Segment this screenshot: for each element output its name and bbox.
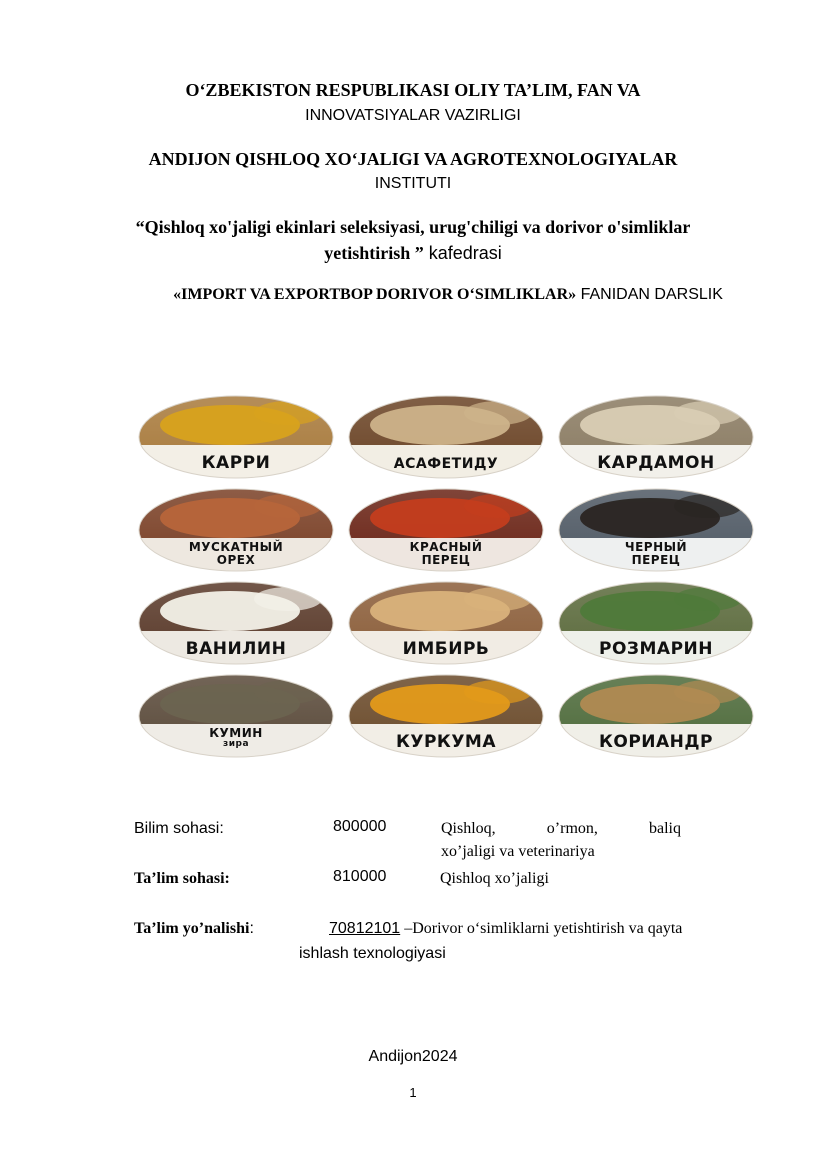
- spice-tile: [138, 488, 334, 572]
- spice-sublabel: ПЕРЕЦ: [421, 553, 471, 567]
- yonalish-value-line2: ishlash texnologiyasi: [299, 945, 446, 962]
- spice-tile: [138, 674, 334, 758]
- spice-tile: [558, 581, 754, 665]
- institute-title-line1: ANDIJON QISHLOQ XO‘JALIGI VA AGROTEXNOLOGIYALAR: [148, 149, 678, 169]
- department-line1: “Qishloq xo'jaligi ekinlari seleksiyasi, urug'chiligi va dorivor o'simliklar: [135, 217, 691, 237]
- page-number: 1: [409, 1085, 417, 1100]
- spice-sublabel: ОРЕХ: [216, 553, 256, 567]
- spice-tile: [348, 674, 544, 758]
- bilim-value-word3: baliq: [649, 820, 681, 837]
- spice-label: МУСКАТНЫЙ: [188, 540, 284, 554]
- yonalish-value-line1: [329, 918, 769, 940]
- talim-label: Ta’lim sohasi:: [134, 870, 230, 887]
- spice-label: КАРДАМОН: [597, 453, 715, 473]
- course-title-tail: FANIDAN DARSLIK: [576, 286, 723, 303]
- talim-value: Qishloq xo’jaligi: [440, 870, 549, 887]
- bilim-value-word1: Qishloq,: [441, 820, 496, 837]
- yonalish-code: 70812101: [329, 920, 401, 937]
- ministry-title-line2: INNOVATSIYALAR VAZIRLIGI: [305, 107, 521, 124]
- talim-code: 810000: [333, 868, 387, 885]
- spice-label: КАРРИ: [201, 453, 271, 473]
- yonalish-label: Ta’lim yo’nalishi: [134, 920, 250, 937]
- spice-tile: [138, 581, 334, 665]
- spice-label: КРАСНЫЙ: [409, 540, 483, 554]
- spices-illustration-grid: [138, 395, 754, 765]
- department-line2: [0, 242, 826, 264]
- spice-tile: [558, 488, 754, 572]
- bilim-label: Bilim sohasi:: [134, 820, 224, 837]
- spice-sublabel: ПЕРЕЦ: [631, 553, 681, 567]
- spice-tile: [138, 395, 334, 479]
- spice-label: АСАФЕТИДУ: [393, 456, 499, 472]
- institute-title-line2: INSTITUTI: [374, 175, 452, 192]
- spice-label: ВАНИЛИН: [185, 639, 287, 659]
- spice-label: ЧЕРНЫЙ: [624, 540, 688, 554]
- yonalish-value: –Dorivor o‘simliklarni yetishtirish va qayta: [400, 920, 683, 937]
- bilim-value-line1: [441, 818, 681, 840]
- spice-tile: [558, 674, 754, 758]
- spice-label: РОЗМАРИН: [599, 639, 713, 659]
- spice-tile: [348, 488, 544, 572]
- spice-sublabel: зира: [222, 739, 250, 749]
- bilim-value-line2: xo’jaligi va veterinariya: [441, 843, 595, 860]
- spice-label: КУМИН: [209, 726, 263, 740]
- city-year: Andijon2024: [368, 1048, 458, 1065]
- spice-label: ИМБИРЬ: [402, 639, 490, 659]
- course-title: [0, 285, 826, 305]
- bilim-value-word2: o’rmon,: [546, 820, 598, 837]
- spice-tile: [558, 395, 754, 479]
- course-title-bold: «IMPORT VA EXPORTBOP DORIVOR O‘SIMLIKLAR»: [173, 286, 577, 303]
- spice-label: КОРИАНДР: [598, 732, 714, 752]
- spice-label: КУРКУМА: [395, 732, 497, 752]
- spice-tile: [348, 581, 544, 665]
- spice-tile: [348, 395, 544, 479]
- ministry-title-line1: O‘ZBEKISTON RESPUBLIKASI OLIY TA’LIM, FAN VA: [185, 80, 641, 100]
- bilim-code: 800000: [333, 818, 387, 835]
- yonalish-colon: :: [249, 920, 254, 937]
- department-line2-tail: kafedrasi: [423, 243, 502, 263]
- department-line2-bold: yetishtirish ”: [324, 243, 424, 263]
